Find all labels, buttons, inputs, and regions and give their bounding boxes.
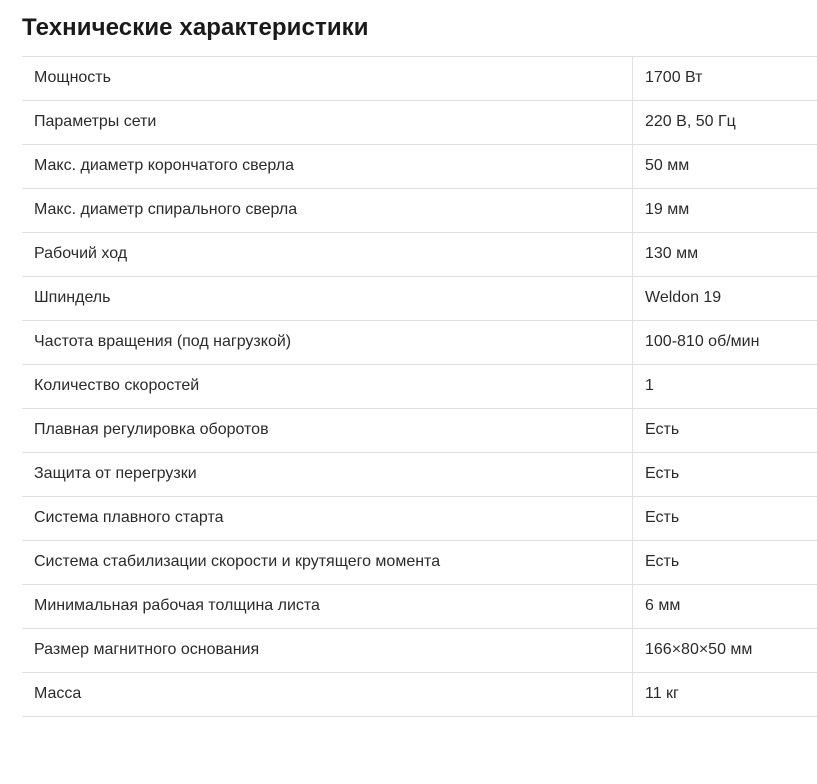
spec-value: 19 мм: [645, 201, 690, 218]
page-title: Технические характеристики: [22, 14, 369, 41]
table-row: [22, 497, 817, 541]
table-row: [22, 673, 817, 717]
spec-name: Масса: [22, 673, 633, 717]
table-row: [22, 585, 817, 629]
spec-value: 166×80×50 мм: [645, 641, 753, 658]
table-row: [22, 101, 817, 145]
spec-name: Мощность: [22, 57, 633, 101]
table-row: [22, 145, 817, 189]
spec-name: Рабочий ход: [22, 233, 633, 277]
spec-name: Макс. диаметр корончатого сверла: [22, 145, 633, 189]
spec-value: 11 кг: [645, 685, 679, 702]
table-row: [22, 409, 817, 453]
specifications-table: [22, 56, 817, 717]
table-row: [22, 277, 817, 321]
spec-name: Минимальная рабочая толщина листа: [22, 585, 633, 629]
table-row: [22, 233, 817, 277]
spec-name: Параметры сети: [22, 101, 633, 145]
spec-name: Система стабилизации скорости и крутящего момента: [22, 541, 633, 585]
spec-value: Есть: [645, 553, 680, 570]
spec-value: 220 В, 50 Гц: [645, 113, 736, 130]
table-row: [22, 453, 817, 497]
table-row: [22, 541, 817, 585]
spec-value: 130 мм: [645, 245, 699, 262]
spec-name: Макс. диаметр спирального сверла: [22, 189, 633, 233]
spec-name: Размер магнитного основания: [22, 629, 633, 673]
table-row: [22, 365, 817, 409]
spec-value: 1: [645, 377, 654, 394]
spec-value: 6 мм: [645, 597, 681, 614]
table-row: [22, 189, 817, 233]
spec-name: Шпиндель: [22, 277, 633, 321]
table-row: [22, 57, 817, 101]
spec-value: Есть: [645, 509, 680, 526]
spec-value: 100-810 об/мин: [645, 333, 760, 350]
spec-name: Плавная регулировка оборотов: [22, 409, 633, 453]
spec-name: Защита от перегрузки: [22, 453, 633, 497]
spec-value: Weldon 19: [645, 289, 722, 306]
spec-value: 1700 Вт: [645, 69, 703, 86]
spec-value: Есть: [645, 465, 680, 482]
spec-value: Есть: [645, 421, 680, 438]
spec-value: 50 мм: [645, 157, 690, 174]
spec-name: Количество скоростей: [22, 365, 633, 409]
table-row: [22, 629, 817, 673]
table-row: [22, 321, 817, 365]
spec-name: Частота вращения (под нагрузкой): [22, 321, 633, 365]
spec-name: Система плавного старта: [22, 497, 633, 541]
specifications-table-body: [22, 57, 817, 717]
